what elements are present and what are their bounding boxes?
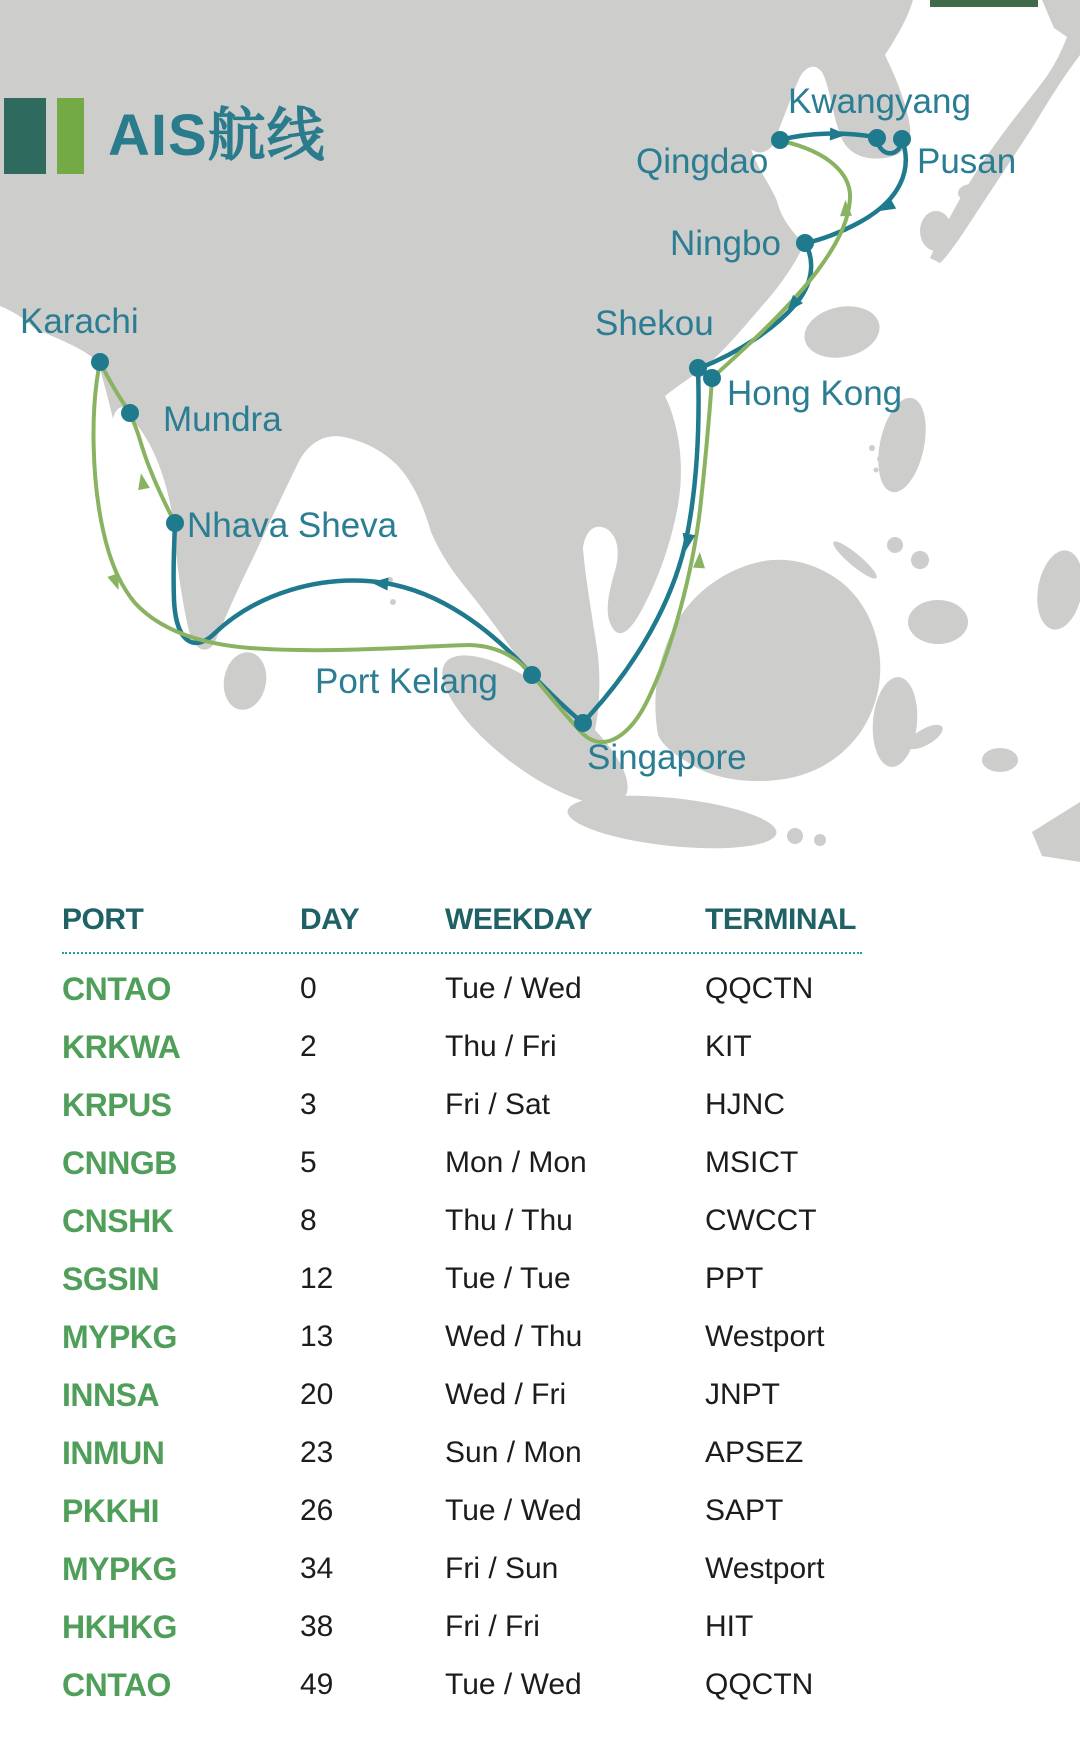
table-header-row (62, 896, 912, 944)
table-row (62, 1308, 912, 1366)
table-row (62, 1018, 912, 1076)
island-ryukyu (874, 468, 879, 473)
cell-weekday: Wed / Fri (445, 1378, 567, 1411)
cell-terminal: KIT (705, 1030, 752, 1063)
port-dot-hongkong (703, 369, 721, 387)
table-row (62, 1134, 912, 1192)
cell-weekday: Tue / Wed (445, 1668, 582, 1701)
cell-weekday: Wed / Thu (445, 1320, 583, 1353)
cell-terminal: Westport (705, 1320, 825, 1353)
cell-day: 3 (300, 1088, 317, 1121)
cell-day: 0 (300, 972, 317, 1005)
cell-day: 2 (300, 1030, 317, 1063)
port-dot-mundra (121, 404, 139, 422)
cell-day: 13 (300, 1320, 334, 1353)
island-shikoku (958, 184, 986, 202)
cell-terminal: HJNC (705, 1088, 785, 1121)
map-label-kwangyang: Kwangyang (788, 82, 971, 121)
cell-port: PKKHI (62, 1492, 160, 1529)
cell-day: 38 (300, 1610, 334, 1643)
cell-day: 20 (300, 1378, 334, 1411)
header-port: PORT (62, 903, 144, 936)
header-day: DAY (300, 903, 360, 936)
port-dot-nhavasheva (166, 514, 184, 532)
cell-terminal: SAPT (705, 1494, 784, 1527)
table-row (62, 1540, 912, 1598)
map-label-qingdao: Qingdao (636, 142, 769, 181)
island-ryukyu (869, 445, 875, 451)
table-row (62, 1598, 912, 1656)
cell-weekday: Fri / Sun (445, 1552, 559, 1585)
cell-port: CNNGB (62, 1144, 177, 1181)
cell-weekday: Thu / Fri (445, 1030, 557, 1063)
map-label-pusan: Pusan (917, 142, 1017, 181)
table-row (62, 1656, 912, 1714)
cell-day: 26 (300, 1494, 334, 1527)
map-label-nhavasheva: Nhava Sheva (187, 506, 398, 545)
header-terminal: TERMINAL (705, 903, 856, 936)
cell-port: MYPKG (62, 1550, 177, 1587)
port-dot-karachi (91, 353, 109, 371)
island-lombok (814, 834, 826, 846)
cell-port: INNSA (62, 1376, 160, 1413)
table-row (62, 1076, 912, 1134)
cell-day: 12 (300, 1262, 334, 1295)
page-title: AIS航线 (108, 103, 326, 168)
map-label-singapore: Singapore (587, 738, 747, 777)
cell-port: CNTAO (62, 1666, 171, 1703)
table-row (62, 1482, 912, 1540)
cell-port: CNTAO (62, 970, 171, 1007)
cell-terminal: MSICT (705, 1146, 799, 1179)
island-hainan (629, 411, 667, 437)
port-dot-singapore (574, 714, 592, 732)
cell-weekday: Tue / Wed (445, 972, 582, 1005)
port-dot-kwangyang (868, 129, 886, 147)
map-label-ningbo: Ningbo (670, 224, 781, 263)
table-row (62, 1192, 912, 1250)
cell-weekday: Thu / Thu (445, 1204, 573, 1237)
cell-day: 49 (300, 1668, 334, 1701)
header-separator (62, 952, 862, 954)
map-label-shekou: Shekou (595, 304, 714, 343)
map-label-hongkong: Hong Kong (727, 374, 903, 413)
island-bali (787, 828, 803, 844)
cell-terminal: QQCTN (705, 972, 814, 1005)
cell-weekday: Fri / Sat (445, 1088, 551, 1121)
map-label-mundra: Mundra (163, 400, 282, 439)
table-row (62, 960, 912, 1018)
cell-port: SGSIN (62, 1260, 160, 1297)
island-moluccas (982, 748, 1018, 772)
cell-day: 34 (300, 1552, 334, 1585)
port-dot-qingdao (771, 131, 789, 149)
cell-terminal: APSEZ (705, 1436, 804, 1469)
cell-weekday: Tue / Tue (445, 1262, 571, 1295)
cell-terminal: Westport (705, 1552, 825, 1585)
cell-port: KRKWA (62, 1028, 181, 1065)
cell-port: CNSHK (62, 1202, 174, 1239)
title-bar-dark (4, 98, 46, 174)
cell-terminal: PPT (705, 1262, 764, 1295)
port-dot-ningbo (796, 234, 814, 252)
table-row (62, 1424, 912, 1482)
port-dot-portkelang (523, 666, 541, 684)
cell-port: KRPUS (62, 1086, 172, 1123)
port-dot-pusan (893, 130, 911, 148)
table-row (62, 1366, 912, 1424)
cell-weekday: Mon / Mon (445, 1146, 587, 1179)
map-label-portkelang: Port Kelang (315, 662, 498, 701)
cell-terminal: CWCCT (705, 1204, 817, 1237)
schedule-table (62, 896, 912, 1714)
island-visayas (887, 537, 903, 553)
title-bar-green (57, 98, 84, 174)
cell-weekday: Sun / Mon (445, 1436, 582, 1469)
island-visayas (911, 551, 929, 569)
cell-weekday: Tue / Wed (445, 1494, 582, 1527)
map-label-karachi: Karachi (20, 302, 139, 341)
header-weekday: WEEKDAY (445, 903, 593, 936)
island-andaman (390, 599, 396, 605)
cell-weekday: Fri / Fri (445, 1610, 540, 1643)
cell-port: HKHKG (62, 1608, 177, 1645)
table-row (62, 1250, 912, 1308)
cell-port: MYPKG (62, 1318, 177, 1355)
cell-terminal: QQCTN (705, 1668, 814, 1701)
island-kyushu (920, 211, 952, 251)
island-mindanao (908, 600, 968, 644)
top-accent-strip (930, 0, 1038, 7)
cell-terminal: JNPT (705, 1378, 780, 1411)
cell-port: INMUN (62, 1434, 165, 1471)
cell-day: 8 (300, 1204, 317, 1237)
page-title-block (4, 98, 326, 174)
cell-day: 23 (300, 1436, 334, 1469)
cell-terminal: HIT (705, 1610, 754, 1643)
cell-day: 5 (300, 1146, 317, 1179)
